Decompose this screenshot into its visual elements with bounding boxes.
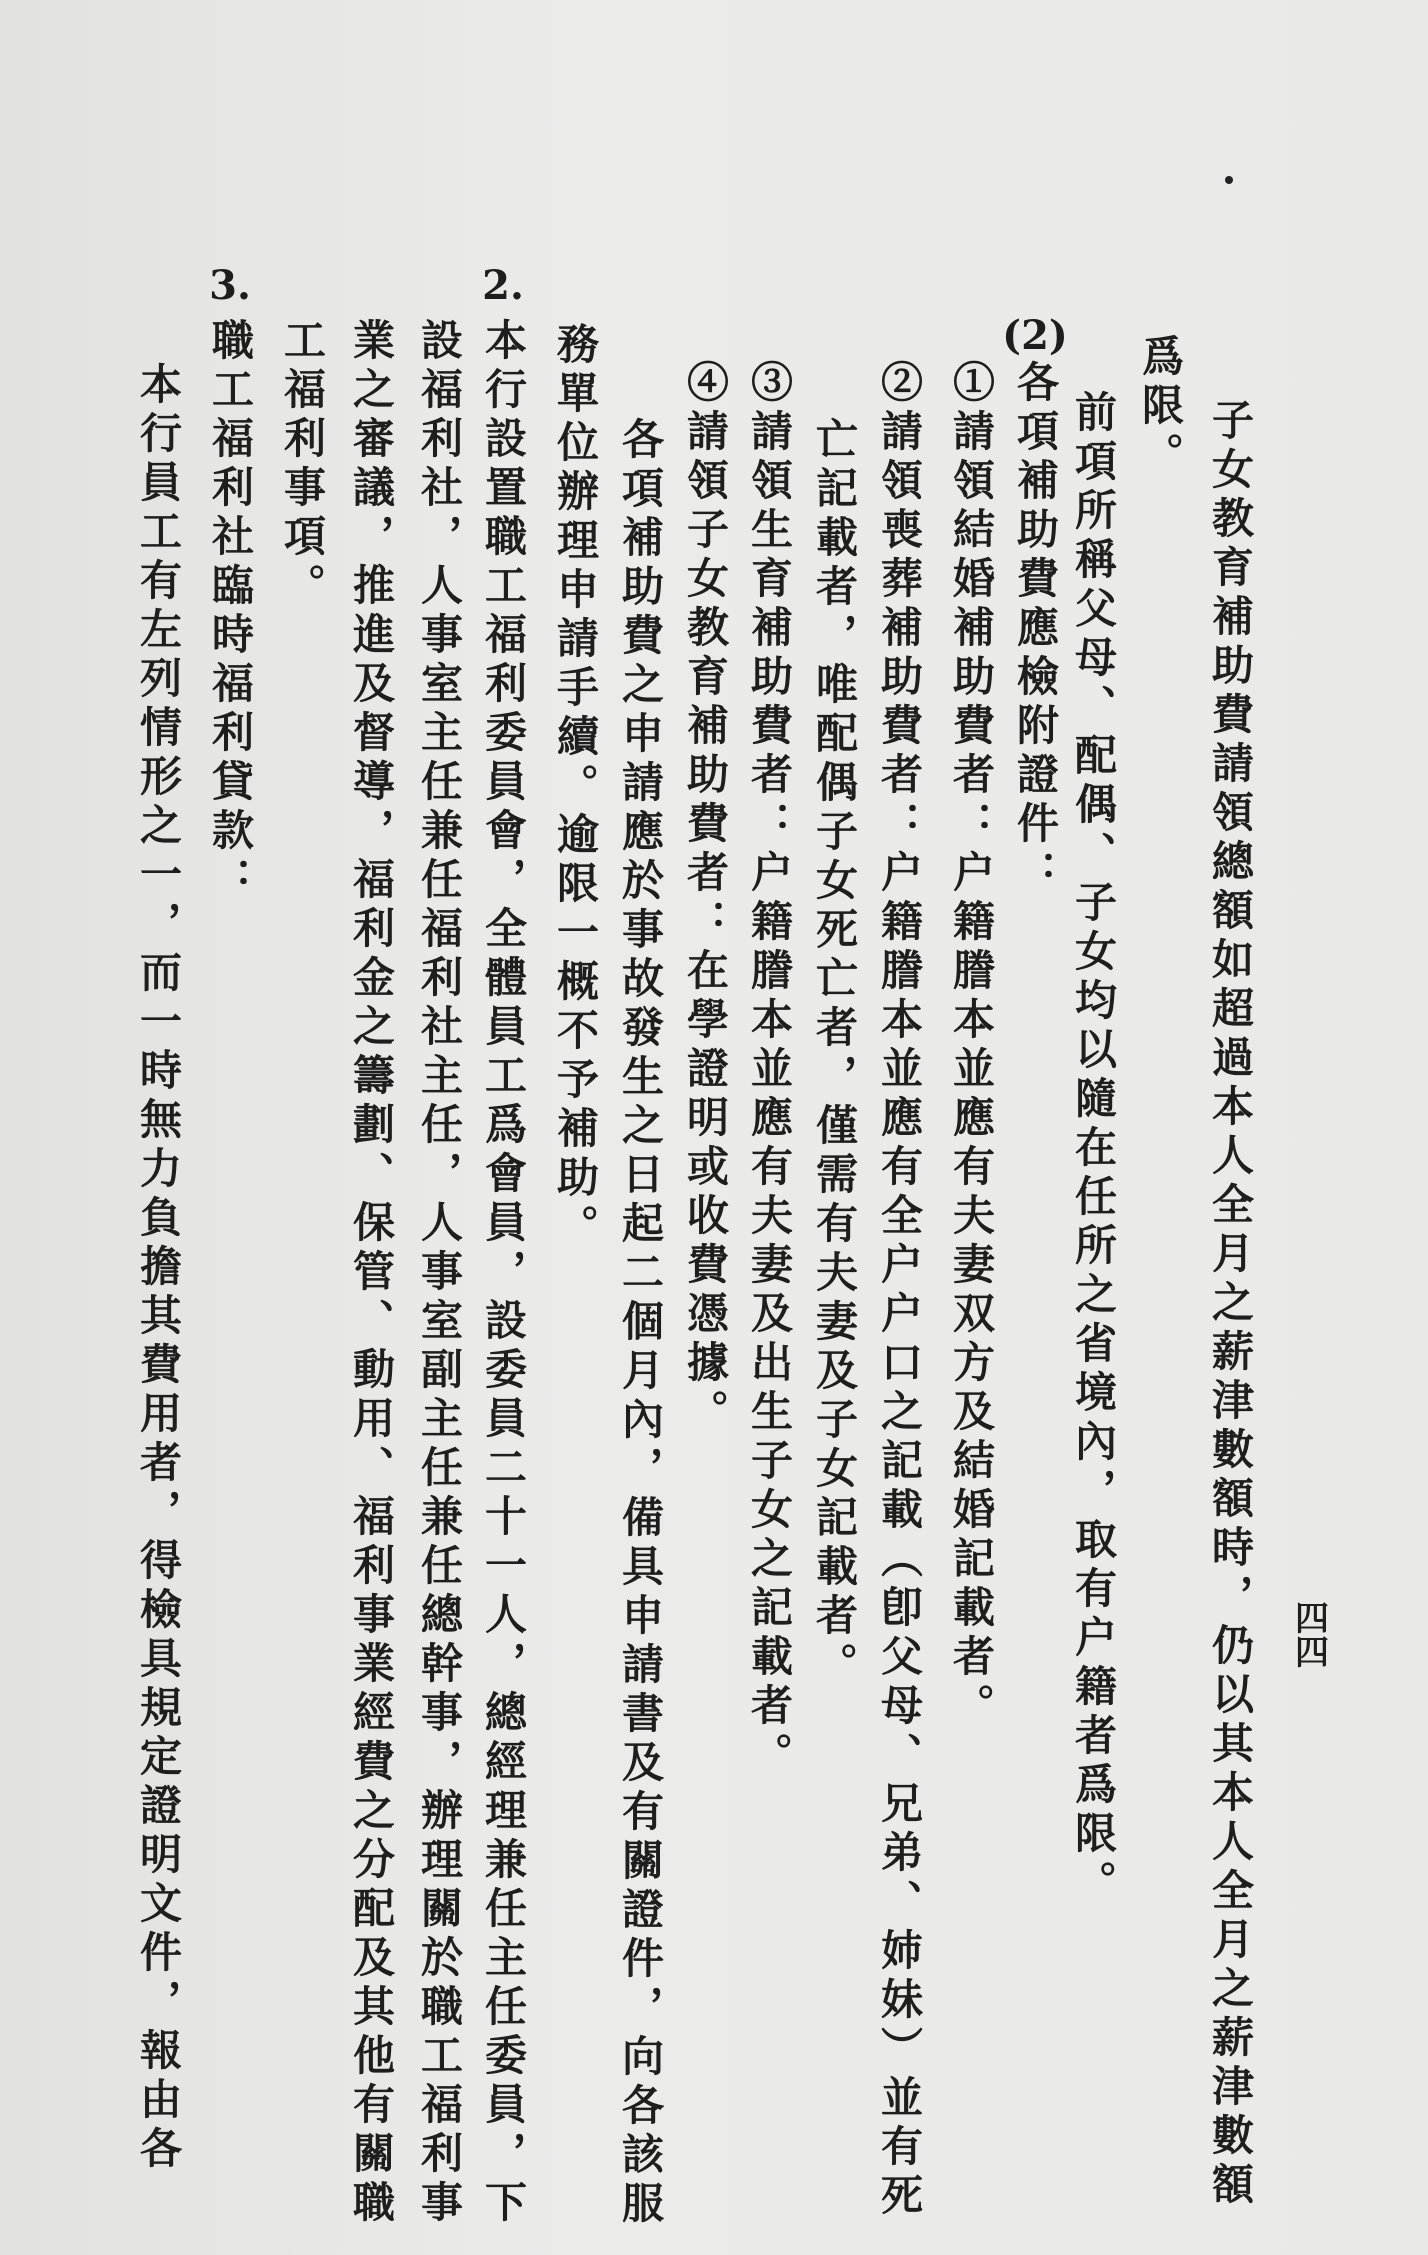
text-column-6: ②請領喪葬補助費者：户籍謄本並應有全户户口之記載（卽父母、兄弟、姉妹）並有死 (875, 360, 924, 2222)
text-column-4: 各項補助費應檢附證件： (1011, 360, 1060, 899)
ink-dot (1225, 176, 1233, 184)
section-marker-2-paren: (2) (1002, 312, 1068, 359)
text-column-9: ④請領子女教育補助費者：在學證明或收費憑據。 (681, 360, 730, 1438)
text-column-16: 職工福利社臨時福利貸款： (206, 318, 255, 906)
text-column-15: 工福利事項。 (278, 318, 327, 612)
text-column-10: 各項補助費之申請應於事故發生之日起二個月內，備具申請書及有關證件，向各該服 (616, 417, 665, 2230)
text-column-5: ①請領結婚補助費者：户籍謄本並應有夫妻双方及結婚記載者。 (947, 360, 996, 1732)
text-column-1: 子女教育補助費請領總額如超過本人全月之薪津數額時，仍以其本人全月之薪津數額 (1206, 398, 1255, 2211)
text-column-2: 爲限。 (1136, 334, 1185, 481)
text-column-8: ③請領生育補助費者：户籍謄本並應有夫妻及出生子女之記載者。 (745, 360, 794, 1781)
section-marker-2: 2. (482, 262, 524, 309)
text-column-14: 業之審議，推進及督導，福利金之籌劃、保管、動用、福利事業經費之分配及其他有關職 (347, 318, 396, 2229)
text-column-7: 亡記載者，唯配偶子女死亡者，僅需有夫妻及子女記載者。 (810, 417, 859, 1691)
text-column-13: 設福利社，人事室主任兼任福利社主任，人事室副主任兼任總幹事，辦理關於職工福利事 (415, 318, 464, 2229)
text-column-11: 務單位辦理申請手續。逾限一概不予補助。 (551, 322, 600, 1253)
text-column-3: 前項所稱父母、配偶、子女均以隨在任所之省境內，取有户籍者爲限。 (1069, 390, 1118, 1909)
text-column-17: 本行員工有左列情形之一，而一時無力負擔其費用者，得檢具規定證明文件，報由各 (134, 362, 183, 2175)
text-column-12: 本行設置職工福利委員會，全體員工爲會員，設委員二十一人，總經理兼任主任委員，下 (479, 318, 528, 2229)
section-marker-3: 3. (209, 262, 251, 309)
page-number: 四四 (1288, 1600, 1329, 1668)
